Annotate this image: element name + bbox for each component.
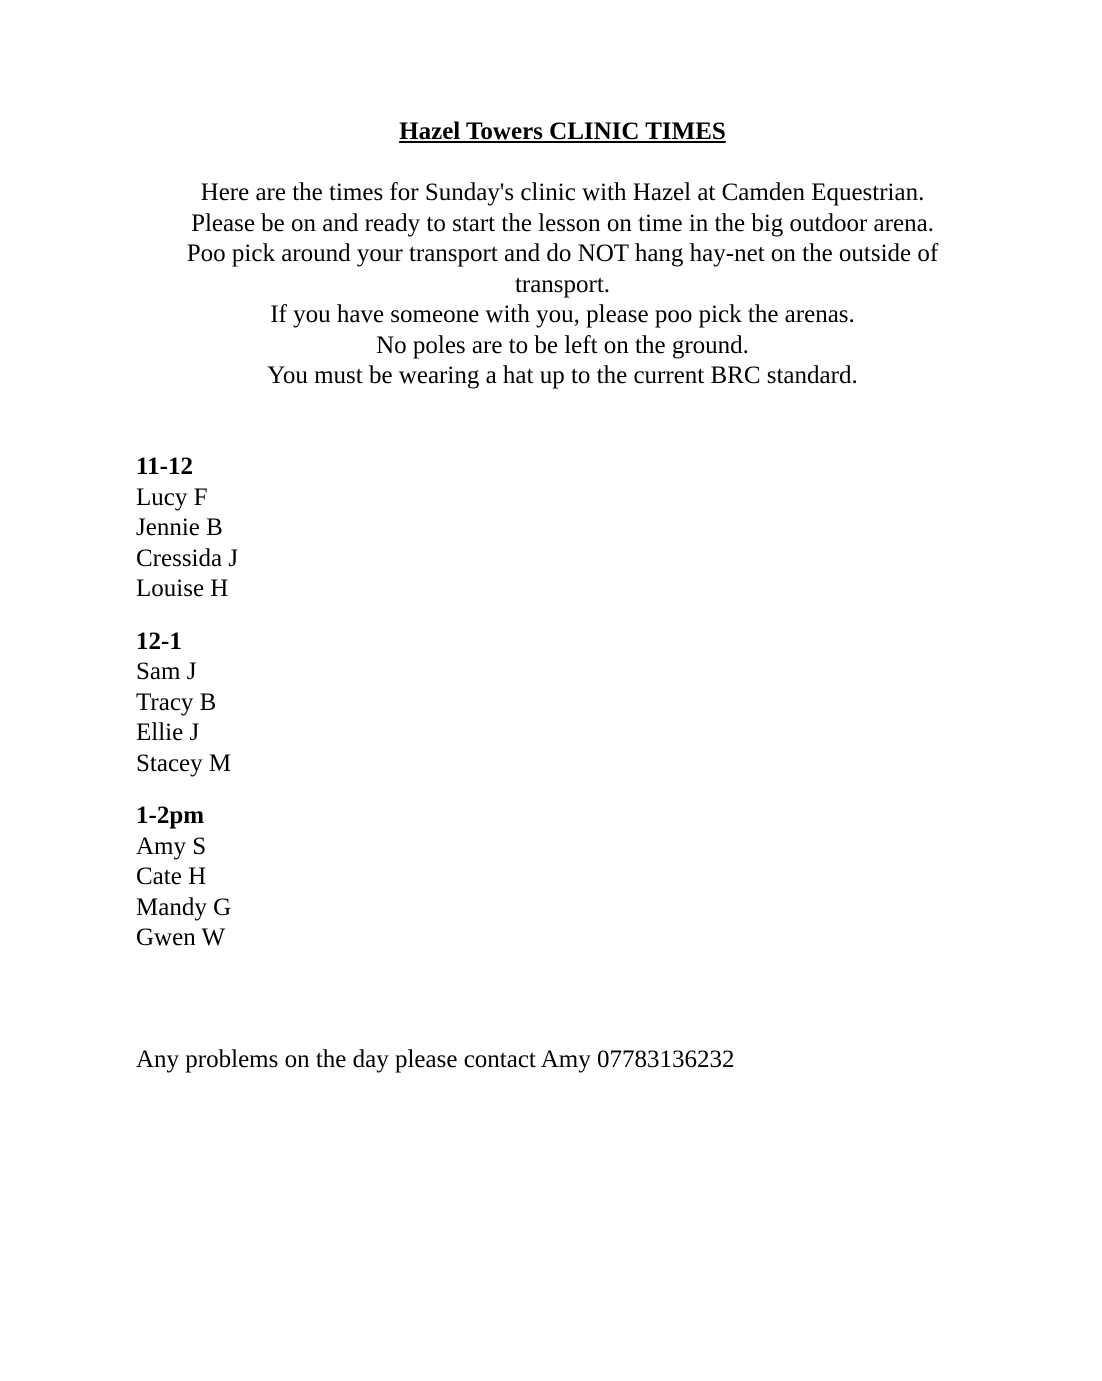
slot-time: 12-1 [136, 627, 182, 655]
rider-name: Amy S [136, 832, 207, 860]
time-slot [136, 452, 736, 605]
intro-line: If you have someone with you, please poo pick the arenas. [270, 301, 855, 328]
intro-line: transport. [514, 270, 611, 298]
intro-paragraph [140, 178, 985, 392]
rider-name: Tracy B [136, 688, 217, 716]
rider-name: Sam J [136, 658, 197, 685]
rider-name: Jennie B [136, 514, 223, 541]
intro-line: Please be on and ready to start the lesson on time in the big outdoor arena. [191, 209, 934, 237]
rider-name: Stacey M [136, 749, 232, 777]
rider-name: Cressida J [136, 544, 239, 572]
intro-line: No poles are to be left on the ground. [376, 331, 749, 359]
slot-time: 11-12 [136, 453, 193, 480]
rider-name: Gwen W [136, 924, 226, 951]
slot-time: 1-2pm [136, 802, 205, 829]
time-slot [136, 627, 736, 780]
intro-line: Here are the times for Sunday's clinic with Hazel at Camden Equestrian. [200, 179, 925, 206]
rider-name: Lucy F [136, 483, 208, 511]
contact-note: Any problems on the day please contact Amy 07783136232 [136, 1046, 735, 1073]
time-slot [136, 801, 736, 954]
rider-name: Cate H [136, 863, 207, 890]
intro-line: You must be wearing a hat up to the current BRC standard. [267, 362, 858, 389]
rider-name: Louise H [136, 575, 229, 602]
rider-name: Ellie J [136, 719, 200, 746]
rider-name: Mandy G [136, 893, 232, 921]
intro-line: Poo pick around your transport and do NOT hang hay-net on the outside of [186, 240, 939, 267]
clinic-schedule [136, 452, 736, 976]
document-title: Hazel Towers CLINIC TIMES [399, 118, 726, 145]
